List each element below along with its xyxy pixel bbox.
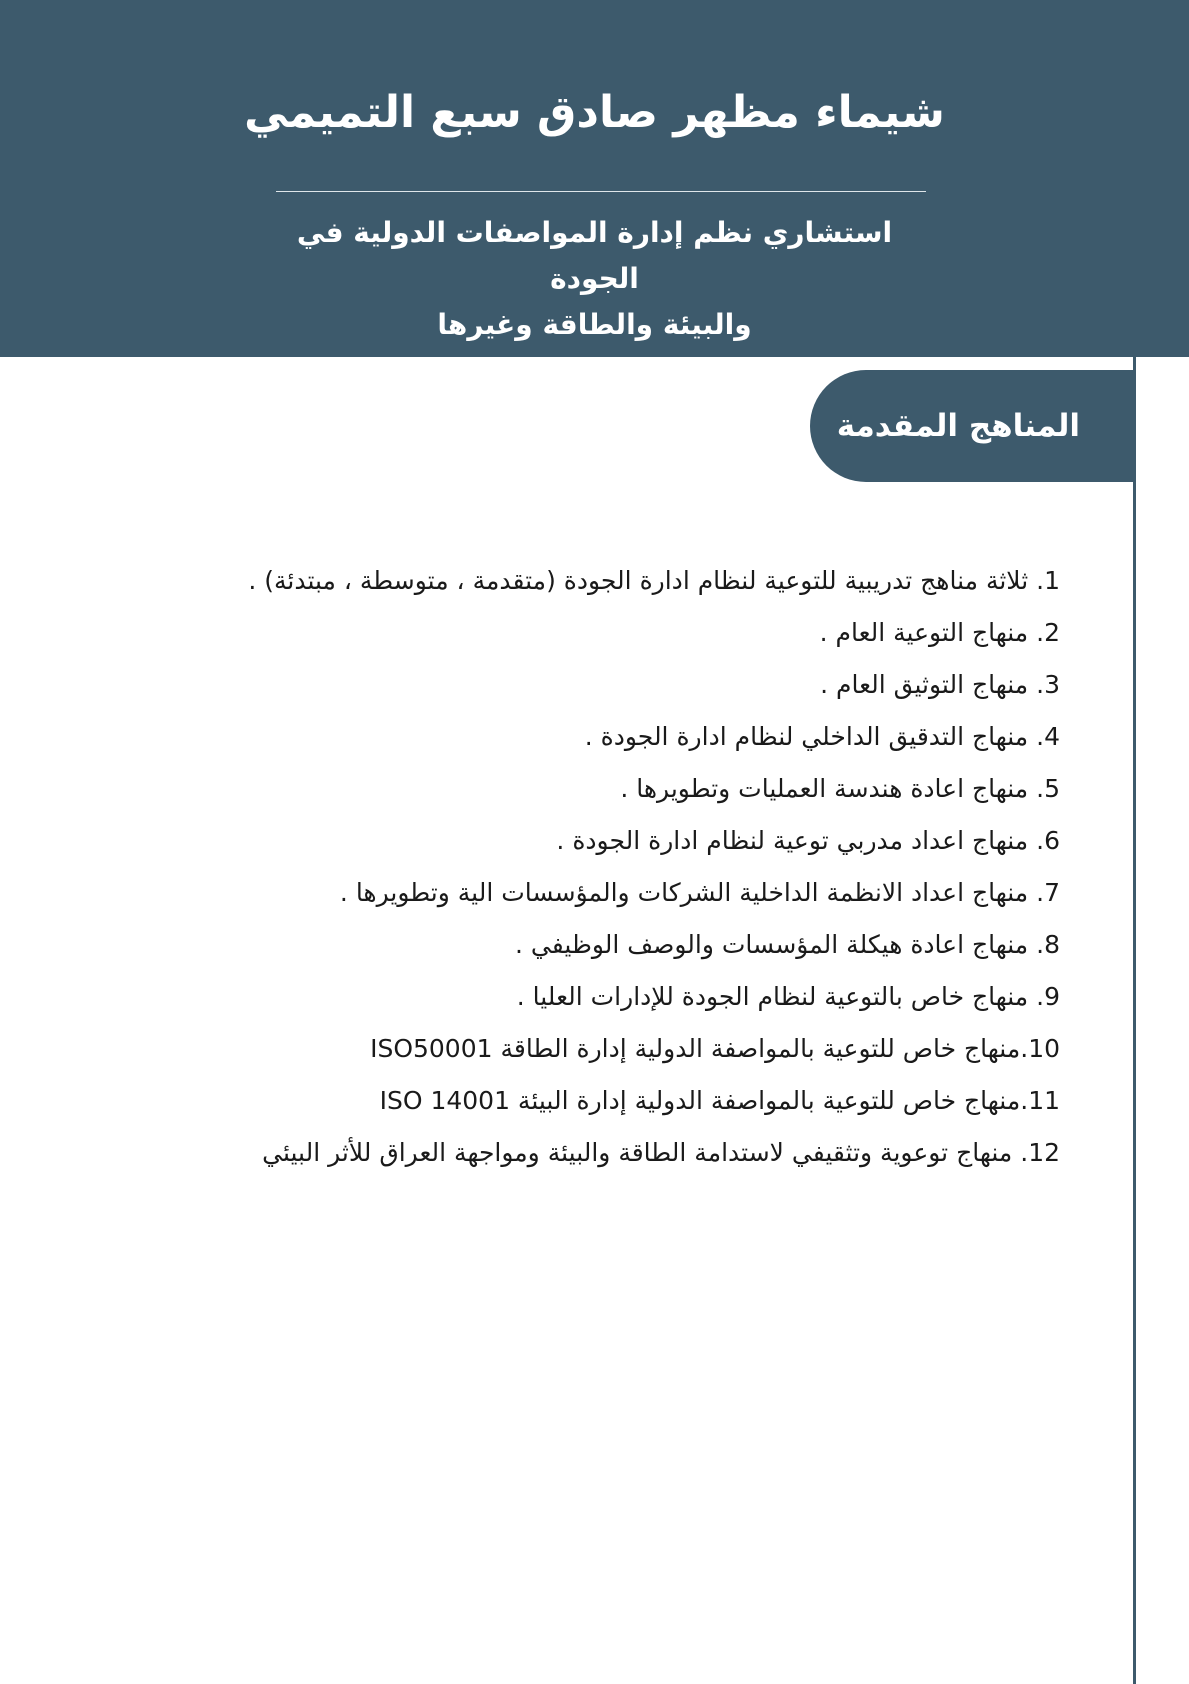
list-item: 12. منهاج توعوية وتثقيفي لاستدامة الطاقة والبيئة ومواجهة العراق للأثر البيئي [262, 1138, 1060, 1167]
list-item: 4. منهاج التدقيق الداخلي لنظام ادارة الجودة . [584, 722, 1060, 751]
section-title: المناهج المقدمة [836, 408, 1080, 444]
list-item: 7. منهاج اعداد الانظمة الداخلية الشركات والمؤسسات الية وتطويرها . [339, 878, 1060, 907]
list-item: 11.منهاج خاص للتوعية بالمواصفة الدولية إدارة البيئة ISO 14001 [379, 1086, 1060, 1115]
list-item: 6. منهاج اعداد مدربي توعية لنظام ادارة الجودة . [556, 826, 1060, 855]
list-item: 5. منهاج اعادة هندسة العمليات وتطويرها . [620, 774, 1060, 803]
author-name: شيماء مظهر صادق سبع التميمي [244, 87, 945, 138]
list-item: 3. منهاج التوثيق العام . [820, 670, 1060, 699]
author-subtitle [250, 210, 939, 348]
curricula-list [150, 555, 1060, 1179]
section-tab [810, 370, 1136, 482]
list-item: 10.منهاج خاص للتوعية بالمواصفة الدولية إدارة الطاقة ISO50001 [370, 1034, 1060, 1063]
right-border-line [1133, 357, 1136, 1684]
list-item: 8. منهاج اعادة هيكلة المؤسسات والوصف الوظيفي . [515, 930, 1060, 959]
list-item: 9. منهاج خاص بالتوعية لنظام الجودة للإدارات العليا . [516, 982, 1060, 1011]
subtitle-line-2: والبيئة والطاقة وغيرها [437, 308, 752, 341]
header-banner [0, 0, 1189, 357]
list-item: 2. منهاج التوعية العام . [819, 618, 1060, 647]
header-divider [276, 191, 926, 192]
subtitle-line-1: استشاري نظم إدارة المواصفات الدولية في الجودة [296, 216, 893, 295]
list-item: 1. ثلاثة مناهج تدريبية للتوعية لنظام ادارة الجودة (متقدمة ، متوسطة ، مبتدئة) . [248, 566, 1060, 595]
